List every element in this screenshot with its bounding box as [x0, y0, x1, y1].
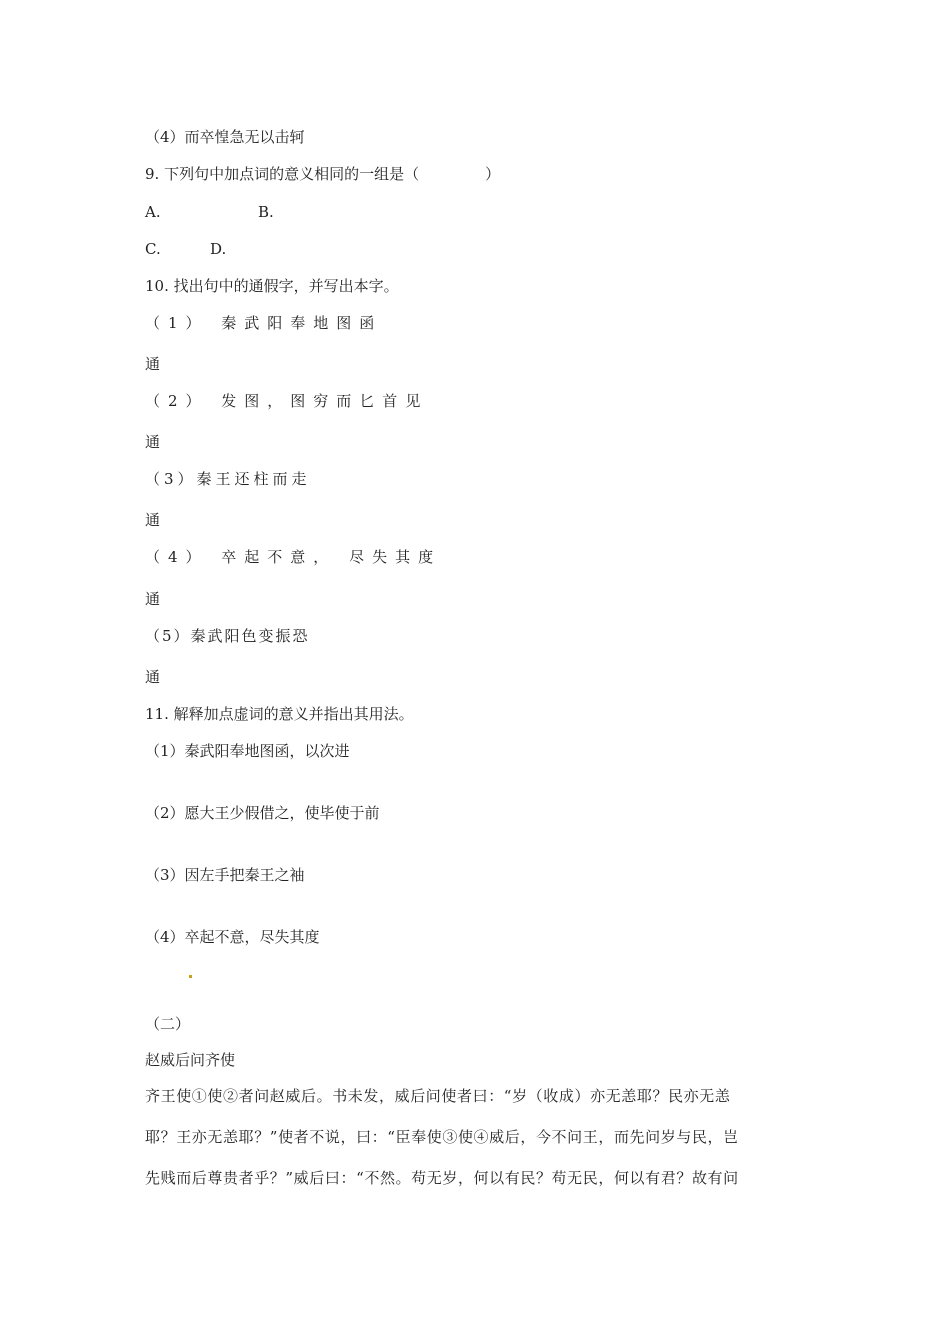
section-label: （二）	[145, 1015, 191, 1033]
q9-option-a: A.	[145, 203, 161, 221]
q10-item-1: （1） 秦武阳奉地图函	[145, 314, 383, 332]
passage-line-1: 齐王使①使②者问赵威后。书未发，威后问使者曰：“岁（收成）亦无恙耶？民亦无恙	[145, 1087, 731, 1105]
q11-item-4: （4）卒起不意，尽失其度	[145, 928, 320, 946]
q9-stem-text: 9. 下列句中加点词的意义相同的一组是（	[145, 165, 420, 183]
q10-item-3: （3）秦王还柱而走	[145, 470, 311, 488]
q10-item-4: （4） 卒起不意， 尽失其度	[145, 548, 442, 566]
q10-item-4-tong: 通	[145, 590, 161, 608]
q11-item-3: （3）因左手把秦王之袖	[145, 866, 305, 884]
q9-option-c: C.	[145, 240, 161, 258]
q10-item-3-tong: 通	[145, 511, 161, 529]
q9-option-d: D.	[210, 240, 227, 258]
q10-stem: 10. 找出句中的通假字，并写出本字。	[145, 277, 399, 295]
q9-option-b: B.	[258, 203, 274, 221]
q11-item-2: （2）愿大王少假借之，使毕使于前	[145, 804, 380, 822]
q10-item-2: （2） 发图，图穷而匕首见	[145, 392, 429, 410]
passage-line-3: 先贱而后尊贵者乎？”威后曰：“不然。苟无岁，何以有民？苟无民，何以有君？故有问	[145, 1169, 739, 1187]
passage-title: 赵威后问齐使	[145, 1051, 236, 1069]
passage-line-2: 耶？王亦无恙耶？”使者不说，曰：“臣奉使③使④威后，今不问王，而先问岁与民，岂	[145, 1128, 739, 1146]
q10-item-1-tong: 通	[145, 355, 161, 373]
q9-stem-close: ）	[485, 165, 501, 183]
q11-item-1: （1）秦武阳奉地图函，以次进	[145, 742, 350, 760]
q10-item-5-tong: 通	[145, 668, 161, 686]
q11-stem: 11. 解释加点虚词的意义并指出其用法。	[145, 705, 414, 723]
q8-item-4: （4）而卒惶急无以击轲	[145, 128, 305, 146]
q10-item-2-tong: 通	[145, 433, 161, 451]
decorative-dot	[189, 975, 192, 978]
q9-stem	[145, 164, 500, 184]
q10-item-5: （5）秦武阳色变振恐	[145, 627, 310, 645]
